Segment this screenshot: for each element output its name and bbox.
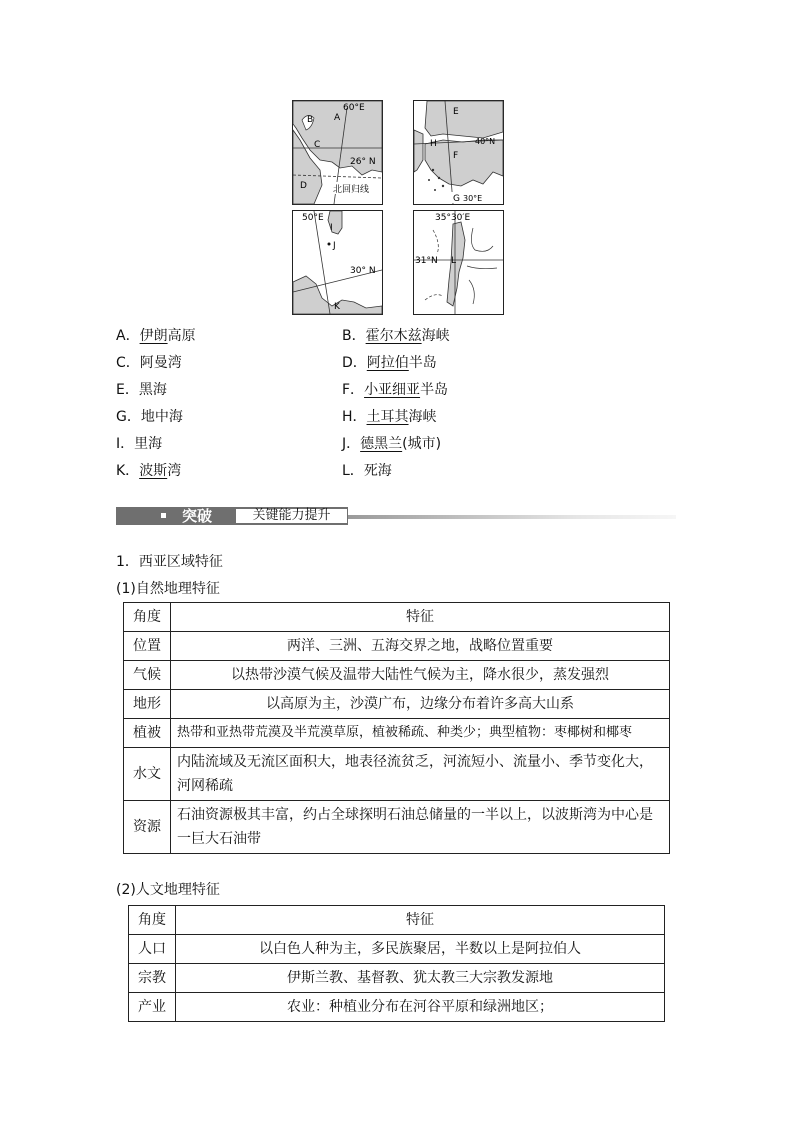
natural-features-table	[123, 602, 670, 854]
map1-label-a: A	[334, 113, 341, 123]
map1-tropic-label: 北回归线	[333, 185, 370, 195]
table-header-row: 角度 特征	[129, 906, 665, 935]
map2-label-e: E	[453, 107, 459, 117]
table-row: 植被 热带和亚热带荒漠及半荒漠草原，植被稀疏、种类少；典型植物：枣椰树和椰枣	[124, 719, 670, 748]
map2-label-g: G	[453, 194, 460, 204]
option-b: B．霍尔木兹海峡	[342, 328, 450, 344]
section-title: 1．西亚区域特征	[116, 554, 223, 570]
map3-lat-label: 30° N	[350, 266, 376, 276]
option-j: J．德黑兰(城市)	[342, 436, 442, 452]
map1-lon-label: 60°E	[343, 103, 365, 113]
table-header-row: 角度 特征	[124, 603, 670, 632]
table-row: 位置 两洋、三洲、五海交界之地，战略位置重要	[124, 632, 670, 661]
table2-title: (2)人文地理特征	[116, 882, 220, 898]
table-row: 人口 以白色人种为主，多民族聚居，半数以上是阿拉伯人	[129, 935, 665, 964]
map2-lon-label: 30°E	[463, 194, 483, 203]
table-row: 宗教 伊斯兰教、基督教、犹太教三大宗教发源地	[129, 964, 665, 993]
option-k: K．波斯湾	[116, 463, 182, 479]
map1-label-b: B	[307, 115, 314, 125]
table-row: 地形 以高原为主，沙漠广布，边缘分布着许多高大山系	[124, 690, 670, 719]
option-l: L．死海	[342, 463, 392, 479]
map-turkey-region	[413, 100, 504, 205]
map3-lon-label: 50°E	[302, 213, 324, 223]
option-g: G．地中海	[116, 409, 183, 425]
square-bullet-icon	[161, 513, 166, 518]
option-e: E．黑海	[116, 382, 167, 398]
map3-label-k: K	[334, 302, 340, 312]
option-i: I．里海	[116, 436, 163, 452]
map4-lon-label: 35°30′E	[435, 213, 471, 223]
map3-label-i: I	[330, 223, 333, 233]
option-a: A．伊朗高原	[116, 328, 196, 344]
map2-label-h: H	[430, 139, 437, 149]
map4-lat-label: 31°N	[415, 256, 438, 266]
map1-label-d: D	[300, 181, 307, 191]
option-h: H．土耳其海峡	[342, 409, 437, 425]
map-iran-region	[292, 100, 383, 205]
table1-title: (1)自然地理特征	[116, 581, 220, 597]
map-figure	[0, 0, 794, 320]
map1-label-c: C	[314, 140, 321, 150]
map1-lat-label: 26° N	[350, 157, 376, 167]
banner-main-label: 突破	[182, 507, 213, 525]
map2-lat-label: 40°N	[475, 137, 496, 146]
option-f: F．小亚细亚半岛	[342, 382, 449, 398]
option-d: D．阿拉伯半岛	[342, 355, 437, 371]
map4-label-l: L	[451, 256, 457, 266]
table-row: 产业 农业：种植业分布在河谷平原和绿洲地区；	[129, 993, 665, 1022]
banner-sub-label: 关键能力提升	[235, 508, 348, 524]
table-row: 资源 石油资源极其丰富，约占全球探明石油总储量的一半以上，以波斯湾为中心是一巨大石油带	[124, 801, 670, 854]
table-row: 水文 内陆流域及无流区面积大，地表径流贫乏，河流短小、流量小、季节变化大，河网稀疏	[124, 748, 670, 801]
human-features-table	[128, 905, 665, 1022]
table-row: 气候 以热带沙漠气候及温带大陆性气候为主，降水很少，蒸发强烈	[124, 661, 670, 690]
map2-label-f: F	[453, 151, 459, 161]
map3-label-j: J	[333, 241, 336, 251]
map-persian-gulf-region	[292, 210, 383, 315]
option-c: C．阿曼湾	[116, 355, 182, 371]
section-banner	[116, 505, 676, 527]
map-dead-sea-region	[413, 210, 504, 315]
